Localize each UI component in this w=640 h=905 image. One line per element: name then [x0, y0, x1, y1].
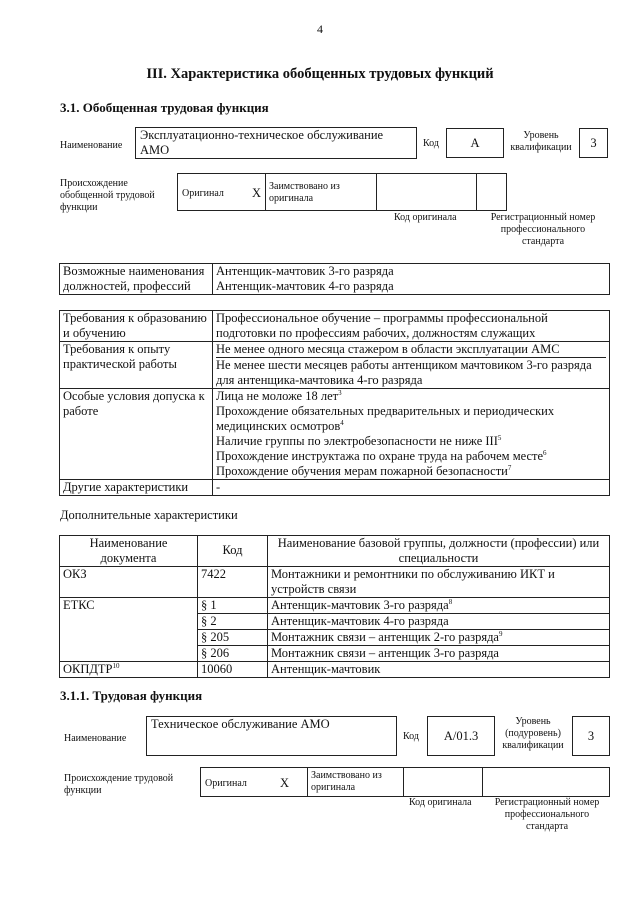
gtf-level-label: Уровень квалификации: [510, 130, 572, 153]
positions-values: [213, 264, 610, 295]
other-value: -: [213, 480, 610, 496]
okpdtr-name: Антенщик-мачтовик: [268, 662, 610, 678]
position-item: Антенщик-мачтовик 4-го разряда: [216, 279, 394, 293]
tf-borrowed-label: Заимствовано из оригинала: [311, 770, 382, 793]
gtf-code-label: Код: [423, 138, 439, 149]
gtf-borrowed-label: Заимствовано из оригинала: [269, 181, 340, 204]
footnote-ref: 10: [112, 661, 120, 670]
etks-doc: ЕТКС: [60, 598, 198, 662]
condition-item: Наличие группы по электробезопасности не ниже III: [216, 434, 498, 448]
tf-code-label: Код: [403, 731, 419, 742]
tf-origin-label: Происхождение трудовой функции: [64, 773, 174, 796]
etks-code: § 205: [198, 630, 268, 646]
okz-doc: ОКЗ: [60, 567, 198, 598]
okpdtr-doc: ОКПДТР: [63, 662, 113, 676]
gtf-name-label: Наименование: [60, 140, 123, 151]
conditions-values: [213, 389, 610, 480]
gtf-reg-number-label: Регистрационный номер профессионального стандарта: [490, 212, 596, 247]
tf-reg-number-label: Регистрационный номер профессионального стандарта: [494, 797, 600, 832]
gtf-code-value: A: [446, 128, 504, 158]
position-item: Антенщик-мачтовик 3-го разряда: [216, 264, 394, 278]
tf-origin-box: [200, 767, 610, 797]
additional-title: Дополнительные характеристики: [60, 508, 238, 522]
gtf-name-value: Эксплуатационно-техническое обслуживание АМО: [135, 127, 417, 159]
etks-name: Монтажник связи – антенщик 2-го разряда: [271, 630, 499, 644]
tf-level-label: Уровень (подуровень) квалификации: [502, 716, 564, 751]
gtf-level-value: 3: [579, 128, 608, 158]
tf-original-label: Оригинал: [205, 778, 247, 789]
etks-code: § 206: [198, 646, 268, 662]
footnote-ref: 5: [497, 433, 502, 442]
tf-origin-code-label: Код оригинала: [409, 797, 472, 808]
conditions-label: Особые условия допуска к работе: [60, 389, 213, 480]
positions-label: Возможные наименования должностей, профессий: [60, 264, 213, 295]
additional-table: [59, 535, 610, 678]
positions-table: [59, 263, 610, 295]
footnote-ref: 6: [543, 448, 547, 457]
gtf-origin-box: [177, 173, 507, 211]
condition-item: Прохождение инструктажа по охране труда на рабочем месте: [216, 449, 544, 463]
tf-code-value: A/01.3: [427, 716, 495, 756]
gtf-original-label: Оригинал: [182, 188, 224, 199]
footnote-ref: 9: [498, 629, 503, 638]
requirements-table: [59, 310, 610, 496]
condition-item: Прохождение обязательных предварительных и периодических медицинских осмотров: [216, 404, 555, 433]
etks-name: Антенщик-мачтовик 4-го разряда: [271, 614, 449, 628]
okz-code: 7422: [198, 567, 268, 598]
footnote-ref: 3: [338, 388, 342, 397]
condition-item: Прохождение обучения мерам пожарной безопасности: [216, 464, 508, 478]
okpdtr-code: 10060: [198, 662, 268, 678]
etks-name: Антенщик-мачтовик 3-го разряда: [271, 598, 449, 612]
education-label: Требования к образованию и обучению: [60, 311, 213, 342]
etks-code: § 2: [198, 614, 268, 630]
etks-code: § 1: [198, 598, 268, 614]
gtf-origin-code-label: Код оригинала: [394, 212, 457, 223]
etks-name: Монтажник связи – антенщик 3-го разряда: [271, 646, 499, 660]
education-value: Профессиональное обучение – программы профессиональной подготовки по профессиям рабочих, должностям служащих: [213, 311, 610, 342]
experience-values: [213, 342, 610, 389]
footnote-ref: 8: [448, 597, 453, 606]
experience-item: Не менее одного месяца стажером в области эксплуатации АМС: [216, 342, 606, 358]
header-name: Наименование базовой группы, должности (профессии) или специальности: [268, 536, 610, 567]
footnote-ref: 4: [340, 418, 344, 427]
okz-name: Монтажники и ремонтники по обслуживанию ИКТ и устройств связи: [268, 567, 610, 598]
tf-level-value: 3: [572, 716, 610, 756]
experience-item: Не менее шести месяцев работы антенщиком мачтовиком 3-го разряда для антенщика-мачтовика 4-го разряда: [216, 358, 592, 387]
section-title: III. Характеристика обобщенных трудовых функций: [146, 66, 494, 82]
condition-item: Лица не моложе 18 лет: [216, 389, 339, 403]
other-label: Другие характеристики: [60, 480, 213, 496]
header-document: Наименование документа: [60, 536, 198, 567]
experience-label: Требования к опыту практической работы: [60, 342, 213, 389]
header-code: Код: [198, 536, 268, 567]
tf-original-mark: X: [280, 776, 290, 790]
tf-heading: 3.1.1. Трудовая функция: [60, 688, 203, 703]
tf-name-label: Наименование: [64, 733, 127, 744]
gtf-heading: 3.1. Обобщенная трудовая функция: [60, 100, 269, 115]
page-number: 4: [317, 22, 323, 36]
gtf-original-mark: X: [252, 186, 262, 200]
footnote-ref: 7: [507, 463, 512, 472]
tf-name-value: Техническое обслуживание АМО: [146, 716, 397, 756]
gtf-origin-label: Происхождение обобщенной трудовой функции: [60, 178, 155, 213]
